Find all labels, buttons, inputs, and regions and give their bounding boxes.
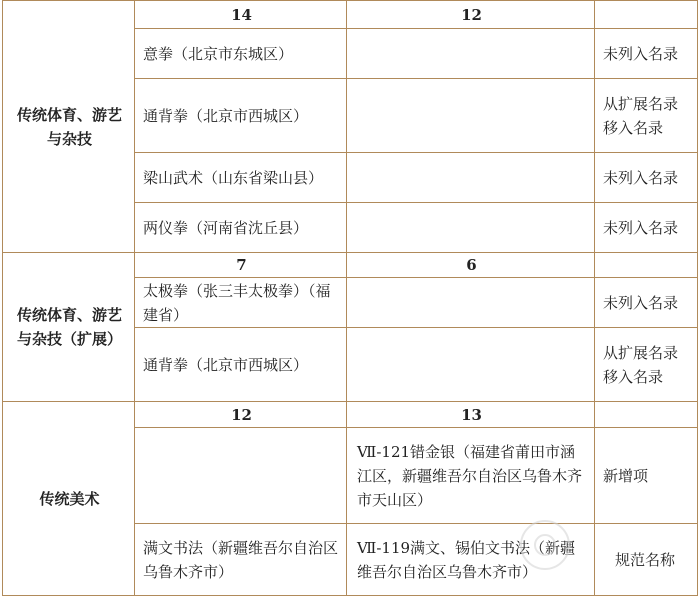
project-cell: 太极拳（张三丰太极拳）（福建省） bbox=[135, 278, 347, 328]
new-item-cell bbox=[347, 328, 595, 402]
category-label: 传统体育、游艺与杂技 bbox=[16, 105, 122, 148]
status-cell: 新增项 bbox=[595, 428, 698, 524]
category-cell bbox=[3, 402, 135, 596]
status-cell: 从扩展名录移入名录 bbox=[595, 328, 698, 402]
count-cell: 6 bbox=[347, 253, 595, 278]
section-count-row bbox=[3, 1, 698, 29]
section-count-row bbox=[3, 402, 698, 428]
project-cell: 通背拳（北京市西城区） bbox=[135, 79, 347, 153]
project-cell: 意拳（北京市东城区） bbox=[135, 29, 347, 79]
new-item-cell bbox=[347, 79, 595, 153]
empty-cell bbox=[595, 1, 698, 29]
heritage-comparison-table bbox=[2, 0, 698, 596]
status-cell: 未列入名录 bbox=[595, 278, 698, 328]
status-cell: 未列入名录 bbox=[595, 203, 698, 253]
project-cell bbox=[135, 428, 347, 524]
status-cell: 未列入名录 bbox=[595, 153, 698, 203]
count-cell: 13 bbox=[347, 402, 595, 428]
status-cell: 未列入名录 bbox=[595, 29, 698, 79]
project-cell: 两仪拳（河南省沈丘县） bbox=[135, 203, 347, 253]
project-cell: 梁山武术（山东省梁山县） bbox=[135, 153, 347, 203]
empty-cell bbox=[595, 253, 698, 278]
new-item-cell bbox=[347, 278, 595, 328]
count-cell: 7 bbox=[135, 253, 347, 278]
project-cell: 满文书法（新疆维吾尔自治区乌鲁木齐市） bbox=[135, 524, 347, 596]
new-item-cell bbox=[347, 29, 595, 79]
status-cell: 规范名称 bbox=[595, 524, 698, 596]
count-cell: 12 bbox=[135, 402, 347, 428]
category-cell bbox=[3, 253, 135, 402]
count-cell: 12 bbox=[347, 1, 595, 29]
new-item-cell bbox=[347, 153, 595, 203]
new-item-cell bbox=[347, 203, 595, 253]
category-label: 传统体育、游艺与杂技（扩展） bbox=[16, 306, 122, 348]
count-cell: 14 bbox=[135, 1, 347, 29]
category-label: 传统美术 bbox=[39, 489, 100, 508]
project-cell: 通背拳（北京市西城区） bbox=[135, 328, 347, 402]
section-count-row bbox=[3, 253, 698, 278]
status-cell: 从扩展名录移入名录 bbox=[595, 79, 698, 153]
new-item-cell: Ⅶ-119满文、锡伯文书法（新疆维吾尔自治区乌鲁木齐市） bbox=[347, 524, 595, 596]
category-cell bbox=[3, 1, 135, 253]
empty-cell bbox=[595, 402, 698, 428]
new-item-cell: Ⅶ-121错金银（福建省莆田市涵江区，新疆维吾尔自治区乌鲁木齐市天山区） bbox=[347, 428, 595, 524]
